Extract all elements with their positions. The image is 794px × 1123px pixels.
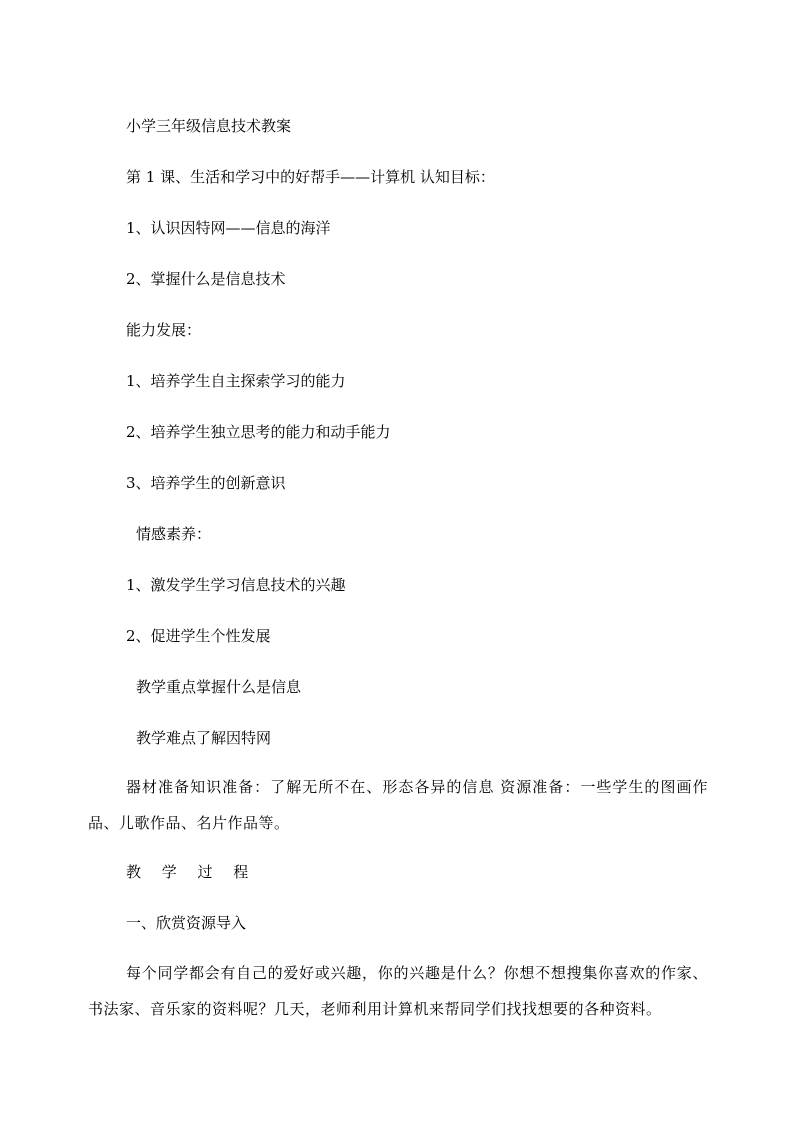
emotion-item-2: 2、促进学生个性发展: [126, 627, 271, 645]
ability-item-3: 3、培养学生的创新意识: [126, 474, 286, 492]
section-one-paragraph: 每个同学都会有自己的爱好或兴趣，你的兴趣是什么？你想不想搜集你喜欢的作家、书法家、音乐家的资料呢？几天，老师利用计算机来帮同学们找找想要的各种资料。: [88, 964, 708, 1018]
lesson-line: 第 1 课、生活和学习中的好帮手——计算机 认知目标：: [126, 168, 495, 186]
ability-item-2: 2、培养学生独立思考的能力和动手能力: [126, 423, 391, 441]
cognitive-item-1: 1、认识因特网——信息的海洋: [126, 219, 331, 237]
ability-item-1: 1、培养学生自主探索学习的能力: [126, 372, 346, 390]
emotion-item-1: 1、激发学生学习信息技术的兴趣: [126, 576, 346, 594]
document-title: 小学三年级信息技术教案: [126, 117, 292, 135]
ability-heading: 能力发展：: [126, 321, 202, 339]
section-one-heading: 一、欣赏资源导入: [126, 914, 247, 932]
emotion-heading: 情感素养：: [136, 525, 212, 543]
materials-paragraph: 器材准备知识准备：了解无所不在、形态各异的信息 资源准备：一些学生的图画作品、儿歌作品、名片作品等。: [88, 778, 708, 832]
key-point: 教学重点掌握什么是信息: [136, 678, 302, 696]
cognitive-item-2: 2、掌握什么是信息技术: [126, 270, 286, 288]
difficult-point: 教学难点了解因特网: [136, 729, 272, 747]
process-heading: 教 学 过 程: [126, 863, 257, 881]
